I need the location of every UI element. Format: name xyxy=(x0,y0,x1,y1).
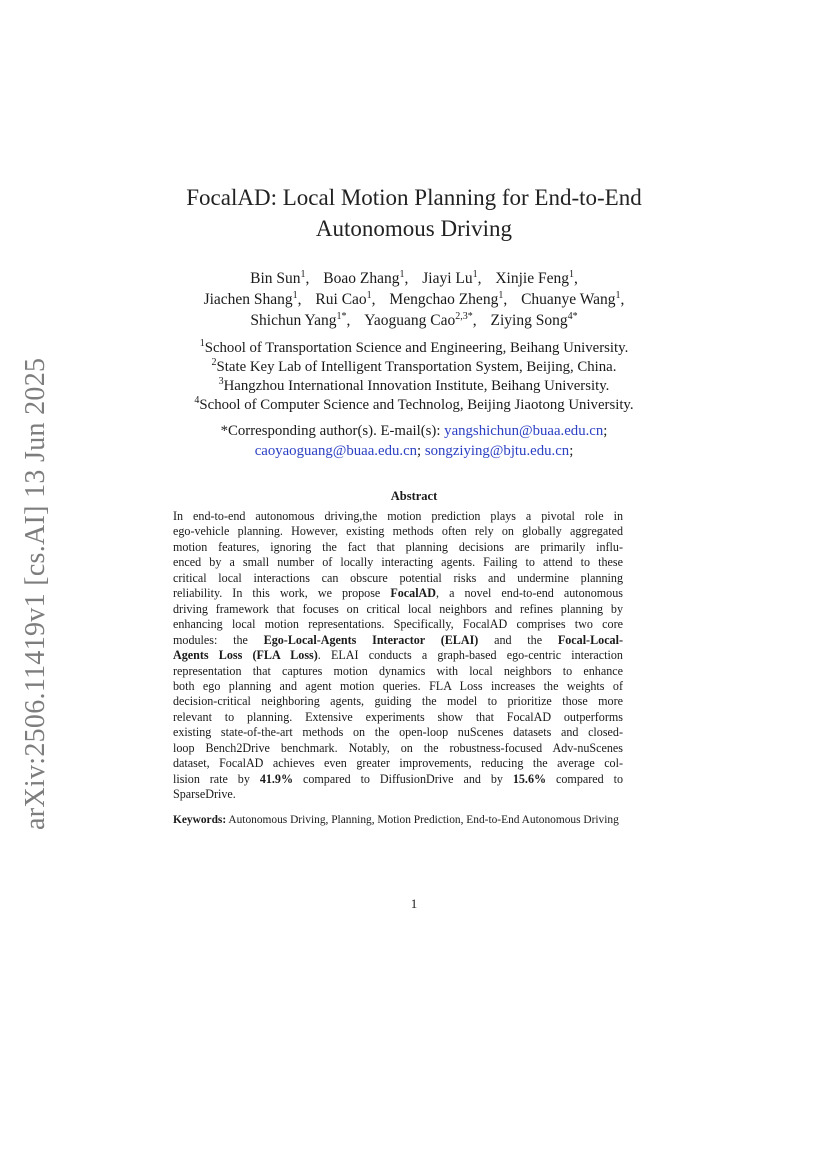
affiliation-text: State Key Lab of Intelligent Transportation System, Beijing, China. xyxy=(216,359,617,375)
abstract-bold-term: Agents Loss (FLA Loss) xyxy=(173,648,318,663)
author-name: Mengchao Zheng xyxy=(389,291,499,308)
affiliation-text: School of Transportation Science and Engineering, Beihang University. xyxy=(204,340,629,356)
author: Shichun Yang$^{1*}$, xyxy=(250,311,351,329)
abstract-line xyxy=(173,509,623,524)
author-affiliation-mark: 1 xyxy=(292,290,298,301)
abstract-line xyxy=(173,540,623,555)
abstract-text: both ego planning and agent motion queries. FLA Loss increases the weights of xyxy=(173,678,623,693)
email-link[interactable]: caoyaoguang@buaa.edu.cn xyxy=(254,443,418,459)
affiliation xyxy=(0,358,828,377)
author-row xyxy=(0,289,828,310)
corresponding-label: *Corresponding author(s). E-mail(s): xyxy=(220,423,445,439)
affiliation-text: School of Computer Science and Technolog, Beijing Jiaotong University. xyxy=(199,397,634,413)
abstract-text: , a novel end-to-end autonomous xyxy=(436,586,623,601)
author-affiliation-mark: 1 xyxy=(300,269,306,280)
author-affiliation-mark: 1 xyxy=(498,290,504,301)
author-name: Chuanye Wang xyxy=(521,291,616,308)
author-name: Ziying Song xyxy=(490,312,568,329)
corresponding-line-2: caoyaoguang@buaa.edu.cn; songziying@bjtu.edu.cn; xyxy=(254,443,574,459)
abstract-bold-term: 41.9% xyxy=(259,771,294,786)
abstract-text: existing state-of-the-art methods on the open-loop nuScenes datasets and closed- xyxy=(173,725,623,740)
author-name: Yaoguang Cao xyxy=(364,312,456,329)
author-affiliation-mark: 1 xyxy=(615,290,621,301)
abstract-text: representation that captures motion dynamics with local neighbors to enhance xyxy=(173,663,623,678)
author-name: Xinjie Feng xyxy=(495,270,569,287)
keywords-label: Keywords: xyxy=(173,814,227,826)
author-affiliation-mark: 1* xyxy=(336,311,347,322)
author: Boao Zhang$^1$, xyxy=(323,269,409,287)
abstract-line xyxy=(173,633,623,648)
abstract-line xyxy=(173,648,623,663)
abstract-heading: Abstract xyxy=(390,489,438,503)
affiliation xyxy=(0,339,828,358)
abstract-text: relevant to planning. Extensive experiments show that FocalAD outperforms xyxy=(173,709,623,724)
abstract-line xyxy=(173,741,623,756)
affiliation xyxy=(0,396,828,415)
abstract-text: compared to xyxy=(546,771,623,786)
abstract-text: ego-vehicle planning. However, existing methods often rely on globally aggregated xyxy=(173,524,623,539)
author-name: Jiachen Shang xyxy=(203,291,293,308)
abstract-text: enced by a small number of locally interacting agents. Failing to attend to these xyxy=(173,555,623,570)
abstract-text: modules: the xyxy=(173,632,264,647)
author: Mengchao Zheng$^1$, xyxy=(389,290,508,308)
author: Jiayi Lu$^1$, xyxy=(422,269,482,287)
affiliation-mark: 1 xyxy=(199,338,205,349)
affiliation-text: Hangzhou International Innovation Institute, Beihang University. xyxy=(223,378,610,394)
keywords-text: Autonomous Driving, Planning, Motion Prediction, End-to-End Autonomous Driving xyxy=(226,814,619,826)
affiliation-list xyxy=(0,339,828,415)
author-name: Jiayi Lu xyxy=(422,270,473,287)
affiliation-mark: 2 xyxy=(211,357,217,368)
author-name: Boao Zhang xyxy=(323,270,400,287)
author: Bin Sun$^1$, xyxy=(250,269,310,287)
author-affiliation-mark: 2,3* xyxy=(455,311,473,322)
affiliation xyxy=(0,377,828,396)
abstract-line xyxy=(173,617,623,632)
abstract-text: enhancing local motion representations. Specifically, FocalAD comprises two core xyxy=(173,617,623,632)
abstract-line xyxy=(173,710,623,725)
abstract-line xyxy=(173,787,623,802)
author: Chuanye Wang$^1$, xyxy=(521,290,625,308)
abstract-bold-term: Focal-Local- xyxy=(557,632,623,647)
abstract-line xyxy=(173,555,623,570)
abstract-line xyxy=(173,586,623,601)
abstract-bold-term: Ego-Local-Agents Interactor (ELAI) xyxy=(263,632,479,647)
author xyxy=(491,312,578,329)
abstract-line xyxy=(173,756,623,771)
abstract-text: decision-critical neighboring agents, guiding the model to prioritize those more xyxy=(173,694,623,709)
author-list xyxy=(0,268,828,331)
author-affiliation-mark: 1 xyxy=(366,290,372,301)
abstract-text: lision rate by xyxy=(173,771,260,786)
abstract-text: SparseDrive. xyxy=(173,787,236,802)
paper-title-line-2: Autonomous Driving xyxy=(315,216,513,241)
corresponding-author-note xyxy=(0,421,828,461)
abstract-line xyxy=(173,571,623,586)
abstract-line xyxy=(173,679,623,694)
abstract-text: loop Bench2Drive benchmark. Notably, on the robustness-focused Adv-nuScenes xyxy=(173,740,623,755)
abstract-line xyxy=(173,694,623,709)
abstract-body xyxy=(173,509,623,803)
author-affiliation-mark: 1 xyxy=(568,269,574,280)
abstract-text: . ELAI conducts a graph-based ego-centric interaction xyxy=(317,648,623,663)
author-affiliation-mark: 4* xyxy=(567,311,578,322)
author: Rui Cao$^1$, xyxy=(315,290,376,308)
author-row xyxy=(0,310,828,331)
author-row xyxy=(0,268,828,289)
abstract-bold-term: FocalAD xyxy=(390,586,437,601)
abstract-line xyxy=(173,772,623,787)
abstract-text: In end-to-end autonomous driving,the motion prediction plays a pivotal role in xyxy=(173,509,623,523)
author: Jiachen Shang$^1$, xyxy=(203,290,302,308)
abstract-line xyxy=(173,664,623,679)
abstract-text: compared to DiffusionDrive and by xyxy=(293,771,513,786)
author-affiliation-mark: 1 xyxy=(472,269,478,280)
abstract-text: motion features, ignoring the fact that planning decisions are primarily influ- xyxy=(173,539,623,554)
affiliation-mark: 4 xyxy=(194,395,200,406)
email-link[interactable]: yangshichun@buaa.edu.cn xyxy=(444,423,604,439)
page-number: 1 xyxy=(410,896,418,911)
author-name: Bin Sun xyxy=(250,270,301,287)
author-affiliation-mark: 1 xyxy=(399,269,405,280)
abstract-text: driving framework that focuses on critical local neighbors and refines planning by xyxy=(173,601,623,616)
author: Xinjie Feng$^1$, xyxy=(495,269,578,287)
abstract-bold-term: 15.6% xyxy=(512,771,547,786)
abstract-text: dataset, FocalAD achieves even greater improvements, reducing the average col- xyxy=(173,756,623,771)
arxiv-identifier-stamp: arXiv:2506.11419v1 [cs.AI] 13 Jun 2025 xyxy=(20,357,51,830)
corresponding-line-1: *Corresponding author(s). E-mail(s): yangshichun@buaa.edu.cn; xyxy=(220,423,608,439)
abstract-line xyxy=(173,524,623,539)
abstract-text: reliability. In this work, we propose xyxy=(173,586,391,601)
email-link[interactable]: songziying@bjtu.edu.cn xyxy=(424,443,570,459)
abstract-line xyxy=(173,725,623,740)
affiliation-mark: 3 xyxy=(218,376,224,387)
author-name: Rui Cao xyxy=(315,291,367,308)
author-name: Shichun Yang xyxy=(250,312,337,329)
abstract-text: and the xyxy=(478,632,558,647)
paper-title-line-1: FocalAD: Local Motion Planning for End-to-End xyxy=(186,185,642,210)
abstract-line xyxy=(173,602,623,617)
author: Yaoguang Cao$^{2,3*}$, xyxy=(364,311,477,329)
abstract-text: critical local interactions can obscure potential risks and undermine planning xyxy=(173,570,623,585)
paper-title xyxy=(0,182,828,244)
keywords xyxy=(173,813,623,828)
